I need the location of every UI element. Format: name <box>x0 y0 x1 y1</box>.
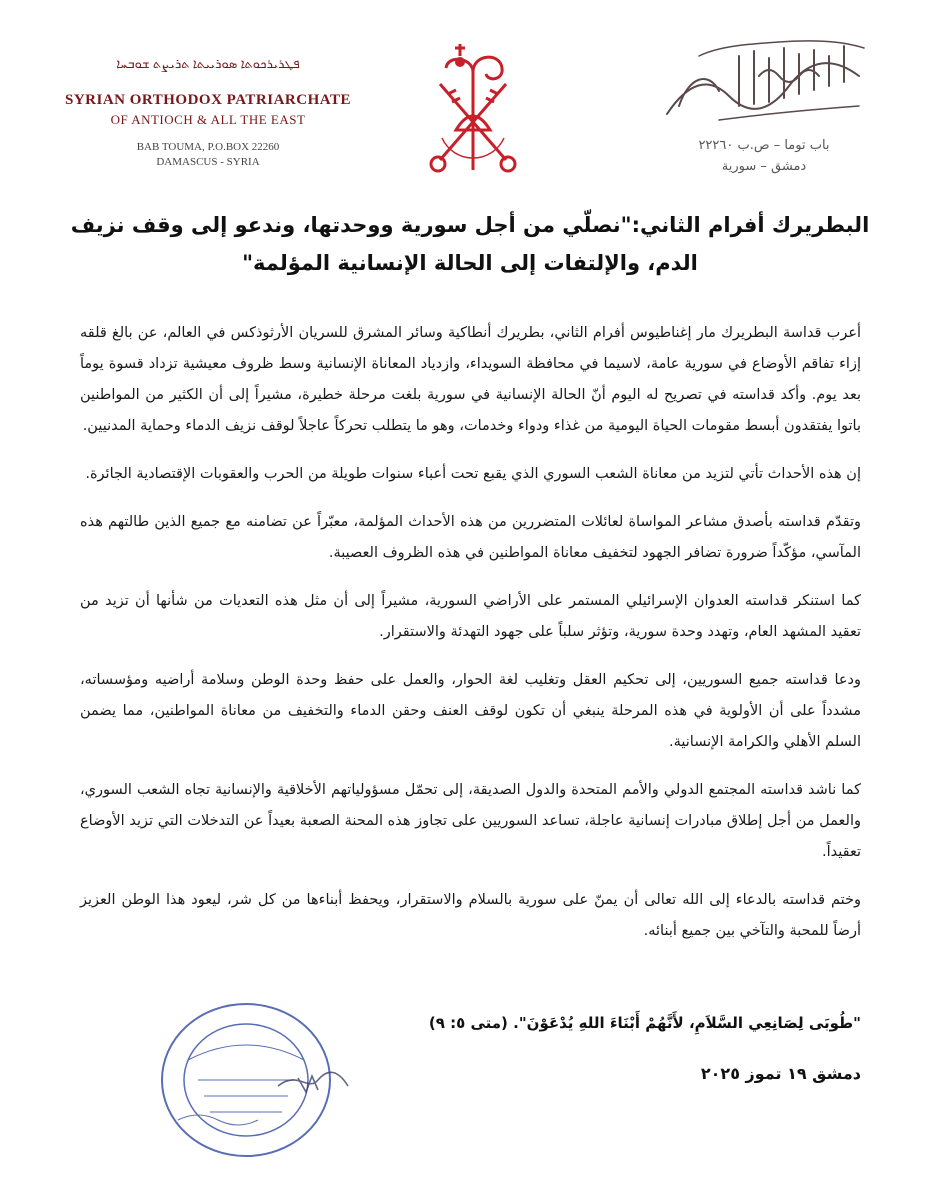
document-date: دمشق ١٩ تموز ٢٠٢٥ <box>700 1064 861 1083</box>
body-paragraph: إن هذه الأحداث تأتي لتزيد من معاناة الشعب السوري الذي يقبع تحت أعباء سنوات طويلة من الحرب والعقوبات الإقتصادية الجائرة. <box>85 466 861 482</box>
letterhead-address-line2: DAMASCUS - SYRIA <box>156 156 260 168</box>
letterhead-arabic-address-line2: دمشق – سورية <box>721 159 807 174</box>
official-seal-stamp-icon <box>148 1000 368 1160</box>
letterhead-arabic <box>649 36 879 174</box>
body-paragraph: وتقدّم قداسته بأصدق مشاعر المواساة لعائلات المتضررين من هذه الأحداث المؤلمة، معبّراً عن تضامنه مع جميع الذين طالتهم هذه المآسي، مؤكّداً ضرورة تضافر الجهود لتخفيف معاناة المواطنين في هذه الظروف العصيبة. <box>80 514 861 561</box>
letterhead-name: SYRIAN ORTHODOX PATRIARCHATE <box>65 92 351 108</box>
body-paragraph: كما ناشد قداسته المجتمع الدولي والأمم المتحدة والدول الصديقة، إلى تحمّل مسؤولياتهم الأخلاقية والإنسانية تجاه الشعب السوري، والعمل من أجل إطلاق مبادرات إنسانية عاجلة، تساعد السوريين على تجاوز هذه المحنة الصعبة بعيداً عن التدخلات التي تزيد الأوضاع تعقيداً. <box>80 782 861 860</box>
body-paragraph: أعرب قداسة البطريرك مار إغناطيوس أفرام الثاني، بطريرك أنطاكية وسائر المشرق للسريان الأرثوذكس في العالم، عن بالغ قلقه إزاء تفاقم الأوضاع في سورية عامة، لاسيما في محافظة السويداء، وازدياد المعاناة الإنسانية وسط ظروف معيشية تزداد قسوة يوماً بعد يوم. وأكد قداسته في تصريح له اليوم أنّ الحالة الإنسانية في سورية بلغت مرحلة خطيرة، مشيراً إلى أن الكثير من المواطنين باتوا يفتقدون أبسط مقومات الحياة اليومية من غذاء ودواء وخدمات، وهو ما يتطلب تحركاً عاجلاً لوقف نزيف الدماء وحماية المدنيين. <box>80 325 861 434</box>
body-paragraph: كما استنكر قداسته العدوان الإسرائيلي المستمر على الأراضي السورية، مشيراً إلى أن مثل هذه التعديات من شأنها أن تزيد من تعقيد المشهد العام، وتهدد وحدة سورية، وتؤثر سلباً على جهود التهدئة والاستقرار. <box>80 593 861 640</box>
letterhead-subname: OF ANTIOCH & ALL THE EAST <box>110 112 306 127</box>
statement-title: البطريرك أفرام الثاني:"نصلّي من أجل سورية ووحدتها، وندعو إلى وقف نزيف الدم، والإلتفات إلى الحالة الإنسانية المؤلمة" <box>70 213 870 275</box>
scripture-quote: "طُوبَى لِصَانِعِي السَّلاَمِ، لأَنَّهُمْ أَبْنَاءَ اللهِ يُدْعَوْنَ". (متى ٥: ٩) <box>428 1014 861 1032</box>
body-paragraph: ودعا قداسته جميع السوريين، إلى تحكيم العقل وتغليب لغة الحوار، والعمل على حفظ وحدة الوطن وسلامة أراضيه ومؤسساته، مشدداً على أن الأولوية في هذه المرحلة ينبغي أن تكون لوقف العنف وحقن الدماء والتخفيف من معاناة المواطنين، مما يضمن السلم الأهلي والكرامة الإنسانية. <box>80 672 861 750</box>
statement-body <box>80 318 861 964</box>
patriarchate-emblem-icon <box>418 42 528 180</box>
letterhead-arabic-address-line1: باب توما – ص.ب ٢٢٢٦٠ <box>698 138 830 153</box>
body-paragraph: وختم قداسته بالدعاء إلى الله تعالى أن يمنّ على سورية بالسلام والاستقرار، ويحفظ أبناءها من كل شر، ليعود هذا الوطن العزيز أرضاً للمحبة والتآخي بين جميع أبنائه. <box>80 892 861 939</box>
letterhead-english <box>58 56 358 168</box>
letterhead-syriac: ܦܛܪܝܪܟܘܬܐ ܣܘܪܝܝܬܐ ܬܪܝܨܬ ܫܘܒܚܐ <box>116 56 300 71</box>
letterhead-address-line1: BAB TOUMA, P.O.BOX 22260 <box>136 141 280 153</box>
arabic-calligraphy-logo-icon <box>659 36 869 128</box>
